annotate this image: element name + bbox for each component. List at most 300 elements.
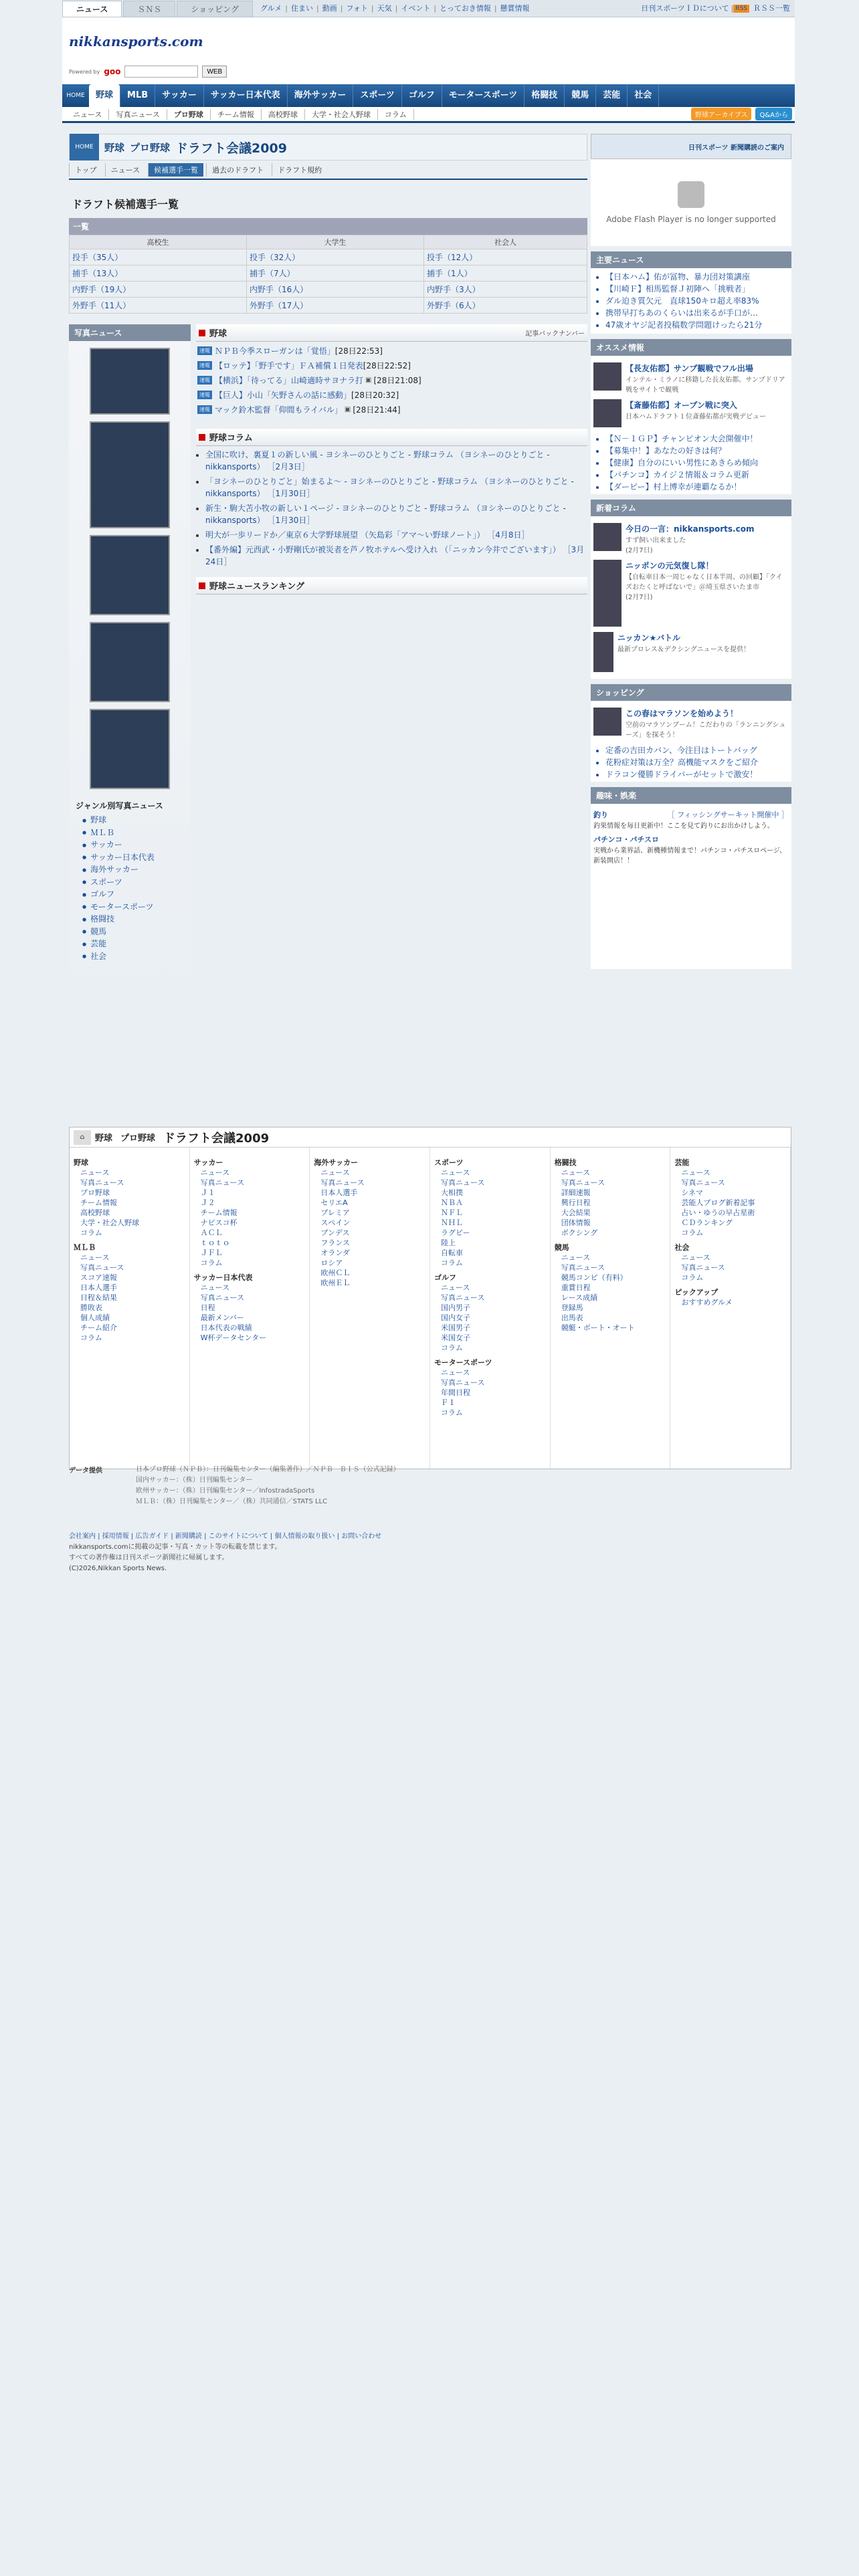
nav-sports[interactable]: スポーツ bbox=[353, 84, 401, 107]
photo-news-header: 写真ニュース bbox=[69, 324, 191, 341]
sitemap-link[interactable]: コラム bbox=[441, 1344, 463, 1352]
subscription-banner[interactable]: 日刊スポーツ 新聞購読のご案内 bbox=[591, 134, 791, 159]
nav-mlb[interactable]: MLB bbox=[120, 84, 155, 107]
footer-link[interactable]: 広告ガイド bbox=[135, 1533, 169, 1540]
sitemap-link[interactable]: ブンデス bbox=[320, 1228, 350, 1237]
kiji-title[interactable]: 今日の一言：nikkansports.com bbox=[626, 524, 755, 534]
center-column bbox=[196, 324, 587, 595]
sitemap-link[interactable]: 写真ニュース bbox=[681, 1263, 725, 1272]
crumb-home-icon[interactable]: HOME bbox=[70, 134, 99, 160]
camera-icon: ▣ bbox=[365, 377, 372, 384]
sitemap-column bbox=[310, 1148, 430, 1469]
table-cell[interactable]: 捕手（7人） bbox=[247, 265, 424, 282]
sitemap-link[interactable]: 重賞日程 bbox=[561, 1283, 591, 1292]
sitemap-link[interactable]: ＮＦＬ bbox=[441, 1208, 464, 1217]
sitemap-link[interactable]: コラム bbox=[200, 1259, 223, 1267]
site-logo[interactable]: nikkansports.com bbox=[69, 33, 203, 49]
footer-link[interactable]: 採用情報 bbox=[102, 1533, 129, 1540]
sitemap-link[interactable]: 米国女子 bbox=[441, 1333, 471, 1342]
sitemap-crumb[interactable]: プロ野球 bbox=[120, 1134, 156, 1144]
sitemap-link[interactable]: 写真ニュース bbox=[441, 1378, 485, 1387]
sitemap-link[interactable]: 写真ニュース bbox=[200, 1178, 245, 1187]
provider-line: 日本プロ野球（ＮＰＢ）：日刊編集センター（編集著作）／ＮＰＢ ＢＩＳ（公式記録） bbox=[136, 1466, 400, 1473]
genre-item[interactable]: ● 野球 bbox=[82, 814, 191, 827]
hobby-title[interactable]: パチンコ・パチスロ bbox=[593, 835, 660, 844]
sitemap-link[interactable]: ＮＨＬ bbox=[441, 1218, 464, 1227]
sitemap-link[interactable]: 陸上 bbox=[441, 1239, 456, 1247]
sitemap-link[interactable]: コラム bbox=[80, 1333, 102, 1342]
photo-thumb[interactable] bbox=[90, 421, 170, 528]
table-cell[interactable]: 外野手（17人） bbox=[247, 298, 424, 314]
nav-golf[interactable]: ゴルフ bbox=[402, 84, 442, 107]
sitemap-link[interactable]: 高校野球 bbox=[80, 1208, 110, 1217]
kiji-thumb bbox=[593, 523, 622, 551]
kiji-header: 新着コラム bbox=[591, 500, 791, 516]
genre-item[interactable]: ● 海外サッカー bbox=[82, 863, 191, 876]
sitemap-link[interactable]: 写真ニュース bbox=[441, 1178, 485, 1187]
hobby-link[interactable]: ［ フィッシングサーキット開催中 ］ bbox=[667, 811, 789, 819]
news-link[interactable]: 【ロッテ】「野手です」ＦＡ補償１日発表 bbox=[215, 361, 363, 370]
nav-overseas-soccer[interactable]: 海外サッカー bbox=[288, 84, 354, 107]
search-button[interactable]: WEB bbox=[202, 66, 227, 78]
table-cell[interactable]: 捕手（13人） bbox=[70, 265, 247, 282]
sitemap-link[interactable]: ニュース bbox=[441, 1168, 470, 1177]
footer-link[interactable]: 会社案内 bbox=[69, 1533, 96, 1540]
sitemap-link[interactable]: ロシア bbox=[320, 1259, 343, 1267]
shop-link[interactable]: • 花粉症対策は万全？高機能マスクをご紹介 bbox=[605, 756, 791, 768]
sitemap-link[interactable]: レース成績 bbox=[561, 1293, 598, 1302]
sitemap-group-head[interactable]: 格闘技 bbox=[554, 1158, 577, 1167]
shop-item[interactable] bbox=[593, 708, 789, 739]
sitemap-link[interactable]: フランス bbox=[320, 1239, 351, 1247]
news-row[interactable] bbox=[197, 374, 587, 386]
sitemap-link[interactable]: ＣＤランキング bbox=[681, 1218, 733, 1227]
sitemap-link[interactable]: 写真ニュース bbox=[320, 1178, 365, 1187]
sitemap-group-head[interactable]: ゴルフ bbox=[434, 1273, 457, 1282]
sitemap-link[interactable]: ニュース bbox=[200, 1283, 230, 1292]
sitemap-link[interactable]: 米国男子 bbox=[441, 1323, 471, 1332]
table-cell[interactable]: 内野手（19人） bbox=[70, 282, 247, 298]
archive-button[interactable]: 野球アーカイブス bbox=[691, 108, 752, 120]
section-title: 野球ニュースランキング bbox=[209, 582, 304, 592]
main-nav bbox=[62, 84, 795, 107]
subnav-news[interactable]: ニュース bbox=[66, 109, 109, 120]
sitemap-link[interactable]: 個人成績 bbox=[80, 1313, 110, 1322]
sitemap-link[interactable]: 勝敗表 bbox=[80, 1303, 102, 1312]
news-tag: 速報 bbox=[197, 405, 212, 414]
main-news-item[interactable]: • 【川崎Ｆ】相馬監督Ｊ初陣へ「挑戦者」 bbox=[605, 283, 791, 295]
list-header: 一覧 bbox=[69, 218, 587, 235]
section-mark-icon bbox=[199, 582, 205, 589]
shop-thumb bbox=[593, 708, 622, 736]
home-icon[interactable]: HOME bbox=[66, 92, 85, 99]
shop-title[interactable]: この春はマラソンを始めよう！ bbox=[626, 709, 739, 718]
sitemap-link[interactable]: 欧州ＣＬ bbox=[320, 1269, 351, 1277]
sitemap-link[interactable]: ボクシング bbox=[561, 1228, 598, 1237]
column-item[interactable] bbox=[205, 529, 587, 541]
subnav-team[interactable]: チーム情報 bbox=[211, 109, 262, 120]
search-area bbox=[69, 66, 227, 78]
sitemap-link[interactable]: ＮＢＡ bbox=[441, 1198, 464, 1207]
nav-keiba[interactable]: 競馬 bbox=[565, 84, 596, 107]
col-header: 社会人 bbox=[424, 235, 587, 249]
provider-line: 国内サッカー：（株）日刊編集センター bbox=[136, 1477, 253, 1484]
hobby-entry[interactable] bbox=[593, 809, 789, 830]
news-date: [28日21:44] bbox=[353, 405, 401, 415]
sitemap-group-head[interactable]: サッカー bbox=[193, 1158, 223, 1167]
sitemap-group-head[interactable]: 海外サッカー bbox=[314, 1158, 359, 1167]
photo-news-column bbox=[69, 324, 191, 1016]
column-link[interactable]: 全国に吹け、裏夏１の新しい風 - ヨシネーのひとりごと - 野球コラム （ヨシネーのひとりごと - nikkansports） ［2月3日］ bbox=[205, 450, 550, 471]
sitemap-link[interactable]: Ｊ２ bbox=[200, 1198, 215, 1207]
genre-item[interactable]: ● サッカー bbox=[82, 839, 191, 851]
genre-item[interactable]: ● スポーツ bbox=[82, 876, 191, 889]
top-links: グルメ | 住まい | 動画 | フォト | 天気 | イベント | とっておき情報 | 懸賞情報 bbox=[258, 1, 532, 17]
search-input[interactable] bbox=[124, 66, 198, 78]
top-link[interactable]: フォト bbox=[346, 4, 368, 13]
osusume-header: オススメ情報 bbox=[591, 339, 791, 356]
top-link[interactable]: イベント bbox=[401, 4, 431, 13]
top-link[interactable]: 懸賞情報 bbox=[500, 4, 530, 13]
hobby-title[interactable]: 釣り bbox=[593, 811, 608, 819]
news-row[interactable] bbox=[197, 345, 587, 356]
table-cell[interactable]: 投手（12人） bbox=[424, 249, 587, 265]
tab-shopping[interactable]: ショッピング bbox=[177, 1, 253, 17]
table-cell[interactable]: 外野手（11人） bbox=[70, 298, 247, 314]
sitemap-link[interactable]: 日本人選手 bbox=[80, 1283, 117, 1292]
osusume-link[interactable]: • 【募集中！】あなたの好きは何？ bbox=[605, 445, 791, 457]
main-content bbox=[69, 134, 587, 961]
nav-soccer[interactable]: サッカー bbox=[155, 84, 204, 107]
sitemap-group-head[interactable]: ＭＬＢ bbox=[74, 1243, 96, 1252]
sitemap-link[interactable]: ニュース bbox=[80, 1168, 110, 1177]
sitemap-link[interactable]: 写真ニュース bbox=[441, 1293, 485, 1302]
sitemap-link[interactable]: 占い・ゆうの早占星術 bbox=[681, 1208, 755, 1217]
sitemap-link[interactable]: コラム bbox=[441, 1259, 463, 1267]
table-cell[interactable]: 投手（35人） bbox=[70, 249, 247, 265]
sitemap-box bbox=[69, 1127, 791, 1469]
main-news-item[interactable]: • 携帯早打ちあのくらいは出来るが手口が… bbox=[605, 307, 791, 319]
news-date: [28日22:52] bbox=[363, 361, 411, 370]
sitemap-link[interactable]: ＡＣＬ bbox=[200, 1228, 223, 1237]
osusume-link[interactable]: • 【健康】自分のにいい男性にあきらめ傾向 bbox=[605, 457, 791, 469]
sitemap-link[interactable]: 写真ニュース bbox=[561, 1178, 605, 1187]
crumb-baseball[interactable]: 野球 bbox=[104, 141, 125, 154]
sitemap-link[interactable]: ナビスコ杯 bbox=[200, 1218, 237, 1227]
table-cell[interactable]: 捕手（1人） bbox=[424, 265, 587, 282]
sitemap-link[interactable]: ニュース bbox=[80, 1253, 110, 1262]
sitemap-link[interactable]: 興行日程 bbox=[561, 1198, 591, 1207]
sitemap-link[interactable]: セリエA bbox=[320, 1198, 348, 1207]
sitemap-link[interactable]: 日本代表の戦績 bbox=[200, 1323, 252, 1332]
subnav-photo[interactable]: 写真ニュース bbox=[109, 109, 167, 120]
sitemap-column bbox=[430, 1148, 551, 1469]
page-tabs bbox=[69, 163, 587, 180]
sitemap-group-head[interactable]: サッカー日本代表 bbox=[193, 1273, 253, 1282]
genre-item[interactable]: ● 競馬 bbox=[82, 926, 191, 938]
photo-thumb[interactable] bbox=[90, 709, 170, 789]
osusume-thumb bbox=[593, 399, 622, 427]
hobby-entry[interactable] bbox=[593, 834, 789, 865]
nav-motorsports[interactable]: モータースポーツ bbox=[442, 84, 524, 107]
sitemap-link[interactable]: スペイン bbox=[320, 1218, 351, 1227]
sitemap-link[interactable]: ｔｏｔｏ bbox=[200, 1239, 230, 1247]
sitemap-link[interactable]: 大会結果 bbox=[561, 1208, 591, 1217]
osusume-link[interactable]: • 【パチンコ】カイジ２情報＆コラム更新 bbox=[605, 469, 791, 481]
kiji-item[interactable] bbox=[593, 523, 789, 554]
sitemap-link[interactable]: W杯データセンター bbox=[200, 1333, 267, 1342]
subnav-college[interactable]: 大学・社会人野球 bbox=[305, 109, 378, 120]
provider-line: 欧州サッカー：（株）日刊編集センター／InfostradaSports bbox=[136, 1487, 315, 1495]
table-cell[interactable]: 投手（32人） bbox=[247, 249, 424, 265]
sitemap-link[interactable]: Ｆ１ bbox=[441, 1398, 456, 1407]
sitemap-link[interactable]: コラム bbox=[80, 1228, 102, 1237]
photo-thumb[interactable] bbox=[90, 535, 170, 615]
sitemap-link[interactable]: 写真ニュース bbox=[200, 1293, 245, 1302]
section-title: 野球 bbox=[209, 329, 227, 339]
home-icon[interactable]: ⌂ bbox=[74, 1130, 91, 1145]
genre-item[interactable]: ● 格闘技 bbox=[82, 913, 191, 926]
osusume-item[interactable] bbox=[593, 399, 789, 427]
news-link[interactable]: 【横浜】「待ってる」山崎適時サヨナラ打 bbox=[215, 376, 364, 385]
rss-link[interactable]: ＲＳＳ一覧 bbox=[753, 4, 790, 13]
genre-item[interactable]: ● ＭＬＢ bbox=[82, 827, 191, 839]
sitemap-group-head[interactable]: 芸能 bbox=[674, 1158, 690, 1167]
sitemap-link[interactable]: スコア速報 bbox=[80, 1273, 117, 1282]
news-row[interactable] bbox=[197, 404, 587, 415]
osusume-link[interactable]: • 【Ｎ－１ＧＰ】チャンピオン大会開催中！ bbox=[605, 433, 791, 445]
sitemap-link[interactable]: ニュース bbox=[441, 1283, 470, 1292]
genre-item[interactable]: ● モータースポーツ bbox=[82, 901, 191, 914]
genre-item[interactable]: ● 芸能 bbox=[82, 938, 191, 950]
qa-button[interactable]: Q&Aから bbox=[755, 108, 792, 120]
sitemap-link[interactable]: 芸能人ブログ新着記事 bbox=[681, 1198, 755, 1207]
table-cell[interactable]: 内野手（16人） bbox=[247, 282, 424, 298]
kiji-item[interactable] bbox=[593, 632, 789, 672]
column-item[interactable] bbox=[205, 502, 587, 526]
column-item[interactable] bbox=[205, 475, 587, 500]
page-tab-news[interactable]: ニュース bbox=[105, 163, 145, 177]
sitemap-column bbox=[670, 1148, 791, 1469]
data-provider bbox=[69, 1465, 791, 1507]
nav-japan-national[interactable]: サッカー日本代表 bbox=[204, 84, 288, 107]
page-tab-candidates[interactable]: 候補選手一覧 bbox=[148, 163, 203, 177]
sitemap-link[interactable]: オランダ bbox=[320, 1249, 350, 1257]
sitemap-link[interactable]: 写真ニュース bbox=[80, 1178, 124, 1187]
news-row[interactable] bbox=[197, 360, 587, 371]
puzzle-icon bbox=[678, 181, 704, 208]
genre-item[interactable]: ● ゴルフ bbox=[82, 888, 191, 901]
page-tab-past[interactable]: 過去のドラフト bbox=[206, 163, 269, 177]
page bbox=[62, 0, 795, 2576]
footer-link[interactable]: 新聞購読 bbox=[175, 1533, 202, 1540]
news-link[interactable]: ＮＰＢ今季スローガンは「覚悟」 bbox=[215, 346, 335, 356]
column-link[interactable]: 新生・駒大苫小牧の新しい１ページ - ヨシネーのひとりごと - 野球コラム （ヨシネーのひとりごと - nikkansports） ［1月30日］ bbox=[205, 504, 566, 525]
shop-text: 空前のマラソンブーム！こだわりの「ランニングシューズ」を探そう！ bbox=[626, 722, 786, 739]
footer bbox=[69, 1531, 381, 1574]
subnav-highschool[interactable]: 高校野球 bbox=[262, 109, 305, 120]
top-link[interactable]: 天気 bbox=[377, 4, 392, 13]
hobby-header: 趣味・娯楽 bbox=[591, 787, 791, 804]
osusume-link[interactable]: • 【ダービー】村上博幸が連覇なるか！ bbox=[605, 481, 791, 493]
sitemap-group-head[interactable]: 競馬 bbox=[554, 1243, 569, 1252]
sitemap-link[interactable]: ニュース bbox=[561, 1168, 591, 1177]
sitemap-link[interactable]: おすすめグルメ bbox=[681, 1298, 733, 1307]
id-link[interactable]: 日刊スポーツＩＤについて bbox=[641, 4, 729, 13]
column-list bbox=[196, 449, 587, 568]
nav-baseball[interactable]: 野球 bbox=[89, 84, 120, 107]
flash-text: Adobe Flash Player is no longer supported bbox=[606, 215, 776, 224]
sitemap-group-head[interactable]: モータースポーツ bbox=[434, 1358, 492, 1367]
sitemap-link[interactable]: Ｊ１ bbox=[200, 1188, 215, 1197]
sitemap-group-head[interactable]: 野球 bbox=[74, 1158, 88, 1167]
shop-list bbox=[591, 744, 791, 780]
genre-title: ジャンル別写真ニュース bbox=[76, 801, 163, 811]
page-title: ドラフト候補選手一覧 bbox=[72, 198, 179, 211]
sitemap-crumb-current: ドラフト会議2009 bbox=[163, 1131, 270, 1146]
sitemap-link[interactable]: コラム bbox=[681, 1228, 704, 1237]
top-link[interactable]: 住まい bbox=[291, 4, 314, 13]
sitemap-link[interactable]: ＪＦＬ bbox=[200, 1249, 223, 1257]
sitemap-link[interactable]: ニュース bbox=[561, 1253, 591, 1262]
sitemap-link[interactable]: 写真ニュース bbox=[561, 1263, 605, 1272]
sitemap-link[interactable]: 欧州ＥＬ bbox=[320, 1279, 351, 1287]
table-cell[interactable]: 外野手（6人） bbox=[424, 298, 587, 314]
sitemap-link[interactable]: 競艇・ボート・オート bbox=[561, 1323, 635, 1332]
sitemap-link[interactable]: 日程＆結果 bbox=[80, 1293, 117, 1302]
footer-link[interactable]: 個人情報の取り扱い bbox=[274, 1533, 335, 1540]
subnav-column[interactable]: コラム bbox=[378, 109, 414, 120]
sitemap-group-head[interactable]: 社会 bbox=[674, 1243, 690, 1252]
backnumber-link[interactable]: 記事バックナンバー bbox=[525, 330, 585, 338]
camera-icon: ▣ bbox=[344, 406, 351, 413]
sitemap-link[interactable]: 国内男子 bbox=[441, 1303, 471, 1312]
news-link[interactable]: マック鈴木監督「仰間もライバル」 bbox=[215, 405, 343, 415]
news-link[interactable]: 【巨人】小山「矢野さんの話に感動」 bbox=[215, 391, 352, 400]
sitemap-link[interactable]: プロ野球 bbox=[80, 1188, 110, 1197]
photo-thumb[interactable] bbox=[90, 348, 170, 415]
sitemap-link[interactable]: プレミア bbox=[320, 1208, 350, 1217]
sitemap-link[interactable]: 大相撲 bbox=[441, 1188, 464, 1197]
column-link[interactable]: 【番外編】元西武・小野剛氏が被災者を芦ノ牧ホテルへ受け入れ （「ニッカン今井でございます」） ［3月24日］ bbox=[205, 545, 585, 566]
sitemap-link[interactable]: ニュース bbox=[200, 1168, 230, 1177]
genre-item[interactable]: ● 社会 bbox=[82, 950, 191, 963]
top-link[interactable]: とっておき情報 bbox=[440, 4, 491, 13]
footer-links: 会社案内 | 採用情報 | 広告ガイド | 新聞購読 | このサイトについて | 個人情報の取り扱い | お問い合わせ bbox=[69, 1533, 382, 1540]
sitemap-link[interactable]: 年間日程 bbox=[441, 1388, 471, 1397]
sitemap-link[interactable]: 団体情報 bbox=[561, 1218, 591, 1227]
sitemap-link[interactable]: 写真ニュース bbox=[80, 1263, 124, 1272]
sitemap-crumb[interactable]: 野球 bbox=[95, 1134, 113, 1144]
sitemap-column bbox=[551, 1148, 671, 1469]
news-row[interactable] bbox=[197, 389, 587, 401]
sitemap-link[interactable]: 日程 bbox=[200, 1303, 215, 1312]
main-news-item[interactable]: • 【日本ハム】佑が冨物、暴力団対策講座 bbox=[605, 271, 791, 283]
sitemap-link[interactable]: シネマ bbox=[681, 1188, 704, 1197]
crumb-pro[interactable]: プロ野球 bbox=[130, 141, 171, 154]
sitemap-link[interactable]: 自転車 bbox=[441, 1249, 464, 1257]
main-news-item[interactable]: • ダル迫き質欠元 直球150キロ超え率83% bbox=[605, 295, 791, 307]
sitemap-link[interactable]: コラム bbox=[681, 1273, 704, 1282]
column-item[interactable] bbox=[205, 544, 587, 568]
sitemap-link[interactable]: ニュース bbox=[441, 1368, 470, 1377]
nav-society[interactable]: 社会 bbox=[628, 84, 659, 107]
sitemap-link[interactable]: 国内女子 bbox=[441, 1313, 471, 1322]
sitemap-link[interactable]: ニュース bbox=[320, 1168, 350, 1177]
sitemap-link[interactable]: 詳細速報 bbox=[561, 1188, 591, 1197]
sitemap-link[interactable]: ニュース bbox=[681, 1253, 710, 1262]
page-tab-top[interactable]: トップ bbox=[69, 163, 102, 177]
column-link[interactable]: 「ヨシネーのひとりごと」始まるよ〜 - ヨシネーのひとりごと - 野球コラム （ヨシネーのひとりごと - nikkansports） ［1月30日］ bbox=[205, 477, 574, 498]
shop-link[interactable]: • 定番の吉田カバン、今注目はトートバッグ bbox=[605, 744, 791, 756]
kiji-date: (2月7日) bbox=[626, 594, 653, 601]
breadcrumb bbox=[69, 134, 587, 160]
footer-link[interactable]: このサイトについて bbox=[208, 1533, 268, 1540]
kiji-title[interactable]: ニッカン★バトル bbox=[617, 633, 681, 643]
kiji-item[interactable] bbox=[593, 560, 789, 627]
nav-entertainment[interactable]: 芸能 bbox=[596, 84, 628, 107]
sitemap-link[interactable]: ニュース bbox=[681, 1168, 710, 1177]
shop-link[interactable]: • ドラコン優勝ドライバーがセットで激安！ bbox=[605, 768, 791, 780]
sitemap-link[interactable]: チーム情報 bbox=[200, 1208, 237, 1217]
news-date: [28日21:08] bbox=[373, 376, 421, 385]
sitemap-link[interactable]: 大学・社会人野球 bbox=[80, 1218, 139, 1227]
footer-link[interactable]: お問い合わせ bbox=[341, 1533, 382, 1540]
top-right-links: 日刊スポーツＩＤについて | RSS ＲＳＳ一覧 bbox=[639, 1, 795, 17]
sitemap-link[interactable]: チーム紹介 bbox=[80, 1323, 117, 1332]
sitemap-group-head[interactable]: ピックアップ bbox=[674, 1288, 719, 1297]
main-news-list bbox=[591, 268, 791, 334]
nav-fighting[interactable]: 格闘技 bbox=[524, 84, 565, 107]
header bbox=[62, 17, 795, 84]
right-column bbox=[591, 134, 791, 969]
osusume-title[interactable]: 【長友佑都】サンプ観戦でフル出場 bbox=[626, 364, 753, 373]
sitemap-link[interactable]: 最新メンバー bbox=[200, 1313, 244, 1322]
column-link[interactable]: 明大が一歩リードか／東京６大学野球展望 （矢島彩「アマ〜い野球ノート」） ［4月8日］ bbox=[205, 530, 530, 540]
table-cell[interactable]: 内野手（3人） bbox=[424, 282, 587, 298]
subnav-pro[interactable]: プロ野球 bbox=[167, 109, 211, 120]
sitemap-link[interactable]: 日本人選手 bbox=[320, 1188, 358, 1197]
footer-copyright: (C)2026,Nikkan Sports News. bbox=[69, 1565, 167, 1572]
sitemap-columns bbox=[70, 1148, 791, 1469]
osusume-item[interactable] bbox=[593, 362, 789, 394]
top-link[interactable]: グルメ bbox=[260, 4, 282, 13]
phone-icon bbox=[593, 632, 613, 672]
sitemap-link[interactable]: チーム情報 bbox=[80, 1198, 117, 1207]
sitemap-link[interactable]: 競馬コンピ（有料） bbox=[561, 1273, 628, 1282]
photo-thumb[interactable] bbox=[90, 622, 170, 702]
sitemap-link[interactable]: 出馬表 bbox=[561, 1313, 583, 1322]
column-item[interactable] bbox=[205, 449, 587, 473]
top-link[interactable]: 動画 bbox=[322, 4, 337, 13]
rss-icon: RSS bbox=[733, 5, 749, 13]
sitemap-group-head[interactable]: スポーツ bbox=[434, 1158, 464, 1167]
genre-item[interactable]: ● サッカー日本代表 bbox=[82, 851, 191, 864]
sitemap-link[interactable]: 写真ニュース bbox=[681, 1178, 725, 1187]
tab-news[interactable]: ニュース bbox=[62, 1, 122, 17]
news-date: [28日20:32] bbox=[351, 391, 399, 400]
kiji-title[interactable]: ニッポンの元気復し隊！ bbox=[626, 561, 714, 570]
ranking-header bbox=[196, 577, 587, 595]
sitemap-link[interactable]: 登録馬 bbox=[561, 1303, 583, 1312]
tab-sns[interactable]: ＳＮＳ bbox=[123, 1, 175, 17]
kiji-text: 【自転車日本一周じゃなく日本半周、の回顧】「クイズおたくと呼ばないで」＠埼玉県さいたま市 bbox=[626, 574, 783, 591]
main-news-item[interactable]: • 47歳オヤジ記者投稿数学問題けったら21分 bbox=[605, 319, 791, 331]
sitemap-link[interactable]: コラム bbox=[441, 1408, 463, 1417]
osusume-title[interactable]: 【斎藤佑都】オープン戦に突入 bbox=[626, 401, 737, 410]
page-tab-rules[interactable]: ドラフト規約 bbox=[272, 163, 327, 177]
sitemap-link[interactable]: ラグビー bbox=[441, 1228, 470, 1237]
